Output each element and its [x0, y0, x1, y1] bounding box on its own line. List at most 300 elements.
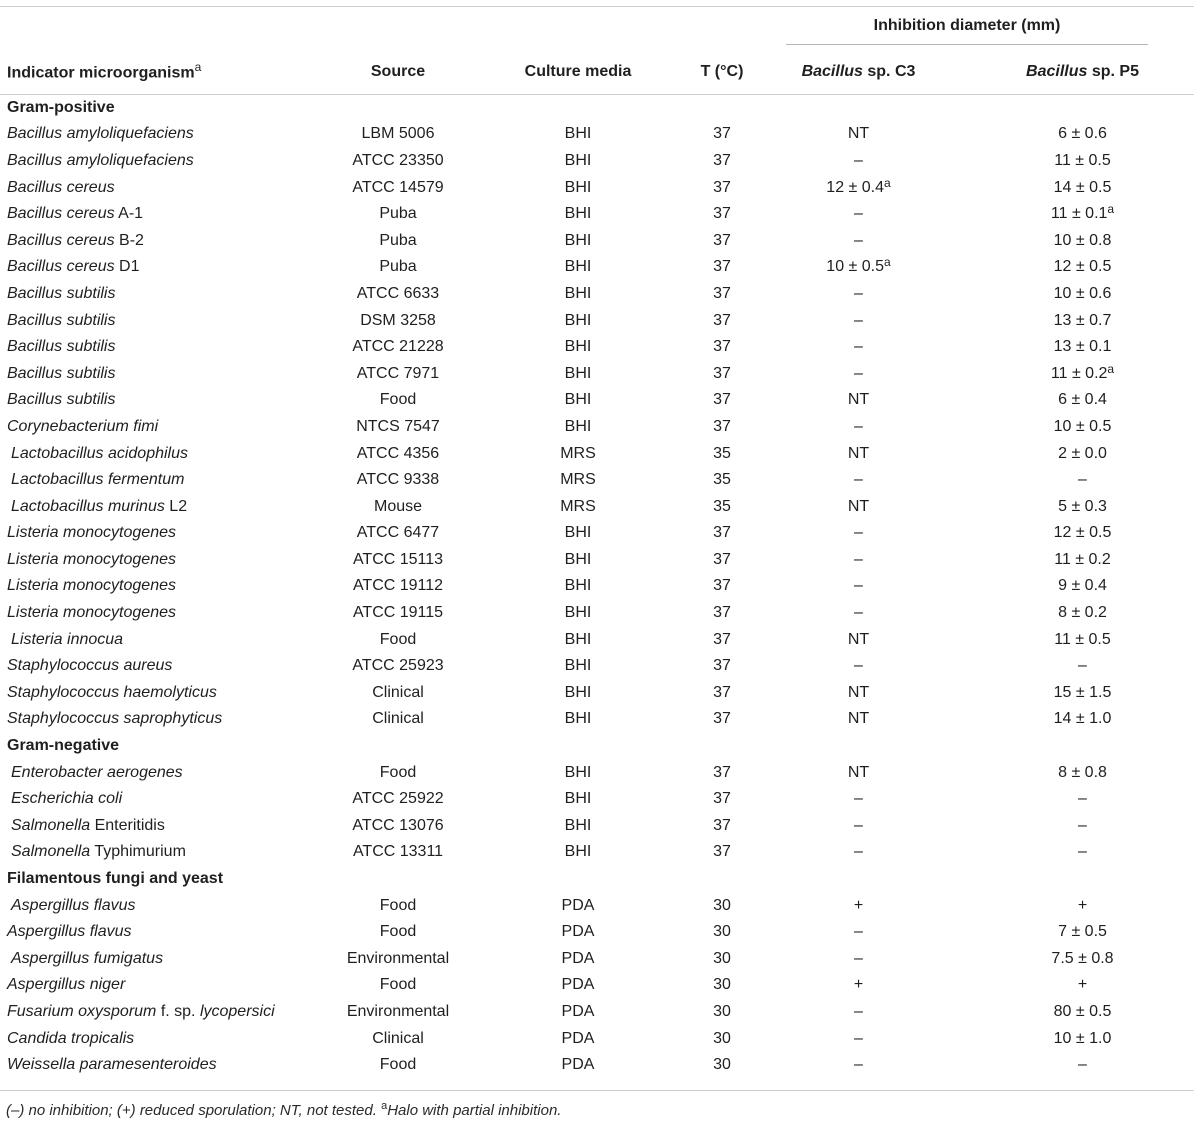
source-cell: Puba	[379, 205, 417, 223]
organism-cell	[0, 1052, 338, 1079]
source-cell: ATCC 13311	[352, 843, 444, 861]
temp-cell: 37	[713, 710, 731, 728]
temp-cell: 37	[713, 338, 731, 356]
col-header-p5-strain: sp. P5	[1087, 62, 1139, 80]
table-footnote	[6, 1100, 1196, 1119]
inhibition-value: –	[1078, 790, 1087, 808]
organism-name-part: Aspergillus flavus	[11, 896, 136, 914]
temp-cell: 35	[713, 471, 731, 489]
table-row	[0, 946, 1194, 973]
inhibition-value: 10 ± 0.8	[1053, 231, 1112, 249]
inhibition-value: 10 ± 0.5	[1053, 417, 1112, 435]
partial-inhibition-mark: a	[1107, 361, 1115, 376]
partial-inhibition-mark: a	[884, 175, 891, 190]
organism-cell	[0, 892, 338, 919]
partial-inhibition-mark: a	[1107, 202, 1115, 217]
media-cell: BHI	[564, 657, 592, 675]
source-cell: ATCC 15113	[352, 550, 444, 568]
source-cell: ATCC 9338	[356, 471, 440, 489]
organism-name-part: Candida tropicalis	[7, 1029, 135, 1047]
inhibition-value: +	[853, 976, 864, 994]
organism-name-part: Enterobacter aerogenes	[11, 763, 183, 781]
media-cell: BHI	[564, 205, 592, 223]
footnote-mark: a	[381, 1100, 388, 1112]
inhibition-value: NT	[847, 444, 870, 462]
temp-cell: 37	[713, 843, 731, 861]
inhibition-value: 11 ± 0.2	[1050, 364, 1108, 382]
source-cell: ATCC 7971	[356, 364, 440, 382]
table-header	[0, 7, 1194, 95]
organism-cell	[0, 307, 338, 334]
p5-value-cell	[971, 360, 1194, 387]
p5-value-cell	[971, 148, 1194, 175]
c3-value-cell	[746, 919, 971, 946]
media-cell: PDA	[561, 976, 595, 994]
temp-cell: 37	[713, 258, 731, 276]
table-row	[0, 653, 1194, 680]
source-cell: Food	[379, 391, 417, 409]
media-cell: BHI	[564, 843, 592, 861]
group-label: Filamentous fungi and yeast	[7, 870, 224, 888]
organism-cell	[0, 254, 338, 281]
c3-value-cell	[746, 307, 971, 334]
organism-cell	[0, 573, 338, 600]
organism-cell	[0, 547, 338, 574]
source-cell: ATCC 23350	[352, 151, 444, 169]
c3-value-cell	[746, 972, 971, 999]
inhibition-value: –	[854, 231, 863, 249]
col-header-organism	[0, 49, 338, 95]
organism-name-part: Bacillus subtilis	[7, 364, 116, 382]
inhibition-value: NT	[847, 710, 870, 728]
p5-value-cell	[971, 573, 1194, 600]
p5-value-cell	[971, 813, 1194, 840]
table-row	[0, 121, 1194, 148]
organism-name-part: Salmonella	[11, 843, 91, 861]
inhibition-value: –	[854, 1056, 863, 1074]
table-row	[0, 759, 1194, 786]
table-row	[0, 334, 1194, 361]
media-cell: BHI	[564, 683, 592, 701]
footnote-tail: Halo with partial inhibition.	[387, 1102, 562, 1119]
temp-cell: 37	[713, 311, 731, 329]
col-header-c3-genus: Bacillus	[801, 62, 863, 80]
temp-cell: 37	[713, 657, 731, 675]
temp-cell: 35	[713, 497, 731, 515]
p5-value-cell	[971, 201, 1194, 228]
inhibition-value: –	[854, 1029, 863, 1047]
c3-value-cell	[746, 1025, 971, 1052]
c3-value-cell	[746, 813, 971, 840]
organism-name-part: Lactobacillus fermentum	[11, 471, 185, 489]
temp-cell: 37	[713, 604, 731, 622]
p5-value-cell	[971, 706, 1194, 733]
source-cell: Food	[379, 976, 417, 994]
organism-name-part: Salmonella	[11, 816, 91, 834]
inhibition-value: 5 ± 0.3	[1058, 497, 1107, 515]
source-cell: Clinical	[372, 710, 424, 728]
inhibition-value: –	[854, 604, 863, 622]
source-cell: ATCC 4356	[356, 444, 440, 462]
temp-cell: 37	[713, 231, 731, 249]
organism-name-part: Bacillus subtilis	[7, 338, 116, 356]
organism-cell	[0, 174, 338, 201]
temp-cell: 30	[713, 896, 731, 914]
organism-name-part: Typhimurium	[90, 843, 186, 861]
organism-name-part: Bacillus cereus	[7, 231, 115, 249]
inhibition-value: NT	[847, 763, 870, 781]
media-cell: BHI	[564, 790, 592, 808]
inhibition-value: 7 ± 0.5	[1058, 923, 1107, 941]
col-header-temp: T (°C)	[698, 49, 746, 95]
organism-cell	[0, 813, 338, 840]
source-cell: ATCC 19112	[352, 577, 444, 595]
organism-name-part: Fusarium oxysporum	[7, 1002, 157, 1020]
p5-value-cell	[971, 839, 1194, 866]
inhibition-value: –	[854, 843, 863, 861]
c3-value-cell	[746, 1052, 971, 1079]
col-header-p5-genus: Bacillus	[1026, 62, 1088, 80]
media-cell: BHI	[564, 391, 592, 409]
media-cell: BHI	[564, 577, 592, 595]
p5-value-cell	[971, 467, 1194, 494]
c3-value-cell	[746, 600, 971, 627]
col-header-organism-note: a	[194, 60, 202, 75]
inhibition-value: NT	[847, 125, 870, 143]
temp-cell: 35	[713, 444, 731, 462]
organism-name-part: Aspergillus niger	[7, 976, 126, 994]
organism-name-part: Listeria innocua	[11, 630, 124, 648]
temp-cell: 30	[713, 1029, 731, 1047]
inhibition-value: 8 ± 0.8	[1058, 763, 1107, 781]
table-row	[0, 919, 1194, 946]
organism-name-part: Bacillus subtilis	[7, 391, 116, 409]
source-cell: DSM 3258	[360, 311, 436, 329]
temp-cell: 37	[713, 763, 731, 781]
inhibition-value: –	[1078, 657, 1087, 675]
inhibition-value: 12 ± 0.5	[1053, 258, 1112, 276]
table-row	[0, 1025, 1194, 1052]
p5-value-cell	[971, 520, 1194, 547]
source-cell: Environmental	[346, 949, 450, 967]
source-cell: ATCC 25922	[352, 790, 444, 808]
media-cell: PDA	[561, 1002, 595, 1020]
table-row	[0, 440, 1194, 467]
organism-name-part: Bacillus cereus	[7, 205, 115, 223]
table-row	[0, 493, 1194, 520]
media-cell: BHI	[564, 364, 592, 382]
table-row	[0, 573, 1194, 600]
media-cell: MRS	[560, 444, 596, 462]
col-header-organism-text: Indicator microorganism	[7, 64, 195, 82]
organism-name-part: Bacillus amyloliquefaciens	[7, 151, 194, 169]
table-row	[0, 520, 1194, 547]
media-cell: PDA	[561, 949, 595, 967]
c3-value-cell	[746, 839, 971, 866]
c3-value-cell	[746, 626, 971, 653]
organism-name-part: f. sp.	[156, 1002, 200, 1020]
partial-inhibition-mark: a	[884, 255, 891, 270]
group-row	[0, 866, 1194, 893]
inhibition-value: –	[854, 205, 863, 223]
organism-name-part: Listeria monocytogenes	[7, 550, 176, 568]
c3-value-cell	[746, 334, 971, 361]
table-row	[0, 626, 1194, 653]
table-row	[0, 148, 1194, 175]
inhibition-value: –	[854, 417, 863, 435]
inhibition-group-header	[746, 7, 1194, 50]
media-cell: MRS	[560, 497, 596, 515]
organism-cell	[0, 626, 338, 653]
inhibition-value: +	[853, 896, 864, 914]
organism-name-part: Staphylococcus saprophyticus	[7, 710, 223, 728]
media-cell: BHI	[564, 710, 592, 728]
p5-value-cell	[971, 307, 1194, 334]
inhibition-value: NT	[847, 391, 870, 409]
col-header-c3-strain: sp. C3	[862, 62, 916, 80]
temp-cell: 30	[713, 949, 731, 967]
temp-cell: 37	[713, 205, 731, 223]
c3-value-cell	[746, 360, 971, 387]
organism-name-part: Lactobacillus murinus	[11, 497, 165, 515]
media-cell: BHI	[564, 125, 592, 143]
c3-value-cell	[746, 946, 971, 973]
inhibition-value: 15 ± 1.5	[1053, 683, 1112, 701]
inhibition-value: 9 ± 0.4	[1058, 577, 1107, 595]
media-cell: BHI	[564, 550, 592, 568]
inhibition-value: 8 ± 0.2	[1058, 604, 1107, 622]
inhibition-value: 14 ± 0.5	[1053, 178, 1112, 196]
table-row	[0, 892, 1194, 919]
c3-value-cell	[746, 387, 971, 414]
source-cell: ATCC 25923	[352, 657, 444, 675]
organism-name-part: D1	[114, 258, 140, 276]
organism-name-part: Escherichia coli	[11, 790, 123, 808]
p5-value-cell	[971, 600, 1194, 627]
inhibition-value: 11 ± 0.2	[1054, 550, 1111, 568]
c3-value-cell	[746, 414, 971, 441]
inhibition-value: NT	[847, 630, 870, 648]
temp-cell: 37	[713, 391, 731, 409]
table-row	[0, 839, 1194, 866]
p5-value-cell	[971, 281, 1194, 308]
inhibition-value: –	[1078, 471, 1087, 489]
c3-value-cell	[746, 520, 971, 547]
source-cell: Food	[379, 1056, 417, 1074]
organism-name-part: lycopersici	[199, 1002, 275, 1020]
media-cell: BHI	[564, 604, 592, 622]
temp-cell: 37	[713, 178, 731, 196]
p5-value-cell	[971, 972, 1194, 999]
temp-cell: 37	[713, 683, 731, 701]
p5-value-cell	[971, 174, 1194, 201]
col-header-source: Source	[338, 49, 458, 95]
media-cell: PDA	[561, 1029, 595, 1047]
table-row	[0, 680, 1194, 707]
c3-value-cell	[746, 254, 971, 281]
p5-value-cell	[971, 227, 1194, 254]
table-row	[0, 547, 1194, 574]
p5-value-cell	[971, 387, 1194, 414]
media-cell: BHI	[564, 231, 592, 249]
media-cell: BHI	[564, 630, 592, 648]
organism-name-part: Listeria monocytogenes	[7, 604, 176, 622]
organism-cell	[0, 121, 338, 148]
temp-cell: 30	[713, 1002, 731, 1020]
organism-name-part: A-1	[114, 205, 144, 223]
organism-cell	[0, 334, 338, 361]
inhibition-value: –	[854, 151, 863, 169]
media-cell: BHI	[564, 816, 592, 834]
source-cell: ATCC 21228	[352, 338, 444, 356]
c3-value-cell	[746, 467, 971, 494]
c3-value-cell	[746, 148, 971, 175]
p5-value-cell	[971, 786, 1194, 813]
col-header-media: Culture media	[458, 49, 698, 95]
organism-name-part: Bacillus cereus	[7, 178, 115, 196]
organism-name-part: Corynebacterium fimi	[7, 417, 159, 435]
table-row	[0, 706, 1194, 733]
inhibition-value: 12 ± 0.5	[1053, 524, 1112, 542]
inhibition-value: 10 ± 1.0	[1053, 1029, 1112, 1047]
organism-name-part: Aspergillus flavus	[7, 923, 132, 941]
c3-value-cell	[746, 174, 971, 201]
temp-cell: 37	[713, 151, 731, 169]
temp-cell: 37	[713, 550, 731, 568]
organism-cell	[0, 387, 338, 414]
organism-cell	[0, 281, 338, 308]
inhibition-value: –	[854, 657, 863, 675]
temp-cell: 37	[713, 524, 731, 542]
inhibition-value: 11 ± 0.5	[1054, 151, 1111, 169]
temp-cell: 37	[713, 577, 731, 595]
organism-name-part: Listeria monocytogenes	[7, 524, 176, 542]
group-row	[0, 733, 1194, 760]
p5-value-cell	[971, 414, 1194, 441]
p5-value-cell	[971, 680, 1194, 707]
organism-cell	[0, 972, 338, 999]
organism-cell	[0, 414, 338, 441]
inhibition-value: 11 ± 0.5	[1054, 630, 1111, 648]
c3-value-cell	[746, 440, 971, 467]
table-row	[0, 227, 1194, 254]
inhibition-value: 13 ± 0.7	[1053, 311, 1112, 329]
organism-cell	[0, 999, 338, 1026]
table-row	[0, 786, 1194, 813]
source-cell: NTCS 7547	[356, 417, 440, 435]
c3-value-cell	[746, 573, 971, 600]
organism-name-part: Aspergillus fumigatus	[11, 949, 164, 967]
c3-value-cell	[746, 759, 971, 786]
col-header-c3	[746, 49, 971, 95]
media-cell: PDA	[561, 923, 595, 941]
inhibition-value: 11 ± 0.1	[1050, 205, 1108, 223]
temp-cell: 30	[713, 1056, 731, 1074]
organism-cell	[0, 520, 338, 547]
source-cell: ATCC 19115	[352, 604, 444, 622]
inhibition-value: –	[854, 524, 863, 542]
source-cell: ATCC 14579	[352, 178, 444, 196]
media-cell: BHI	[564, 524, 592, 542]
organism-cell	[0, 919, 338, 946]
organism-name-part: Enteritidis	[90, 816, 165, 834]
organism-name-part: Staphylococcus aureus	[7, 657, 173, 675]
source-cell: Mouse	[373, 497, 423, 515]
c3-value-cell	[746, 547, 971, 574]
temp-cell: 30	[713, 976, 731, 994]
source-cell: ATCC 6633	[356, 284, 440, 302]
p5-value-cell	[971, 493, 1194, 520]
organism-cell	[0, 440, 338, 467]
organism-name-part: Lactobacillus acidophilus	[11, 444, 188, 462]
group-row	[0, 95, 1194, 122]
organism-cell	[0, 467, 338, 494]
organism-name-part: L2	[164, 497, 188, 515]
organism-cell	[0, 493, 338, 520]
source-cell: Clinical	[372, 1029, 424, 1047]
table-row	[0, 174, 1194, 201]
source-cell: Puba	[379, 258, 417, 276]
inhibition-value: 6 ± 0.6	[1058, 125, 1107, 143]
footnote-text: (–) no inhibition; (+) reduced sporulation; NT, not tested.	[6, 1102, 382, 1119]
c3-value-cell	[746, 121, 971, 148]
inhibition-value: –	[854, 550, 863, 568]
p5-value-cell	[971, 626, 1194, 653]
source-cell: Food	[379, 763, 417, 781]
temp-cell: 37	[713, 284, 731, 302]
organism-name-part: B-2	[114, 231, 144, 249]
p5-value-cell	[971, 440, 1194, 467]
table-row	[0, 972, 1194, 999]
inhibition-value: –	[854, 923, 863, 941]
p5-value-cell	[971, 334, 1194, 361]
table-row	[0, 281, 1194, 308]
organism-cell	[0, 946, 338, 973]
temp-cell: 37	[713, 790, 731, 808]
inhibition-value: 12 ± 0.4	[826, 178, 885, 196]
temp-cell: 37	[713, 816, 731, 834]
inhibition-value: –	[854, 284, 863, 302]
organism-name-part: Bacillus amyloliquefaciens	[7, 125, 194, 143]
inhibition-value: –	[854, 338, 863, 356]
group-label: Gram-negative	[7, 737, 120, 755]
organism-name-part: Listeria monocytogenes	[7, 577, 176, 595]
organism-cell	[0, 759, 338, 786]
source-cell: Puba	[379, 231, 417, 249]
inhibition-group-label: Inhibition diameter (mm)	[786, 11, 1148, 45]
inhibition-value: –	[1078, 843, 1087, 861]
temp-cell: 37	[713, 417, 731, 435]
source-cell: Environmental	[346, 1002, 450, 1020]
c3-value-cell	[746, 201, 971, 228]
inhibition-value: 13 ± 0.1	[1053, 338, 1112, 356]
source-cell: LBM 5006	[361, 125, 435, 143]
c3-value-cell	[746, 227, 971, 254]
p5-value-cell	[971, 946, 1194, 973]
media-cell: PDA	[561, 896, 595, 914]
media-cell: BHI	[564, 311, 592, 329]
inhibition-value: –	[854, 949, 863, 967]
p5-value-cell	[971, 121, 1194, 148]
media-cell: BHI	[564, 284, 592, 302]
inhibition-value: –	[854, 364, 863, 382]
c3-value-cell	[746, 786, 971, 813]
inhibition-value: –	[1078, 816, 1087, 834]
p5-value-cell	[971, 254, 1194, 281]
inhibition-value: 2 ± 0.0	[1058, 444, 1107, 462]
c3-value-cell	[746, 706, 971, 733]
organism-cell	[0, 148, 338, 175]
